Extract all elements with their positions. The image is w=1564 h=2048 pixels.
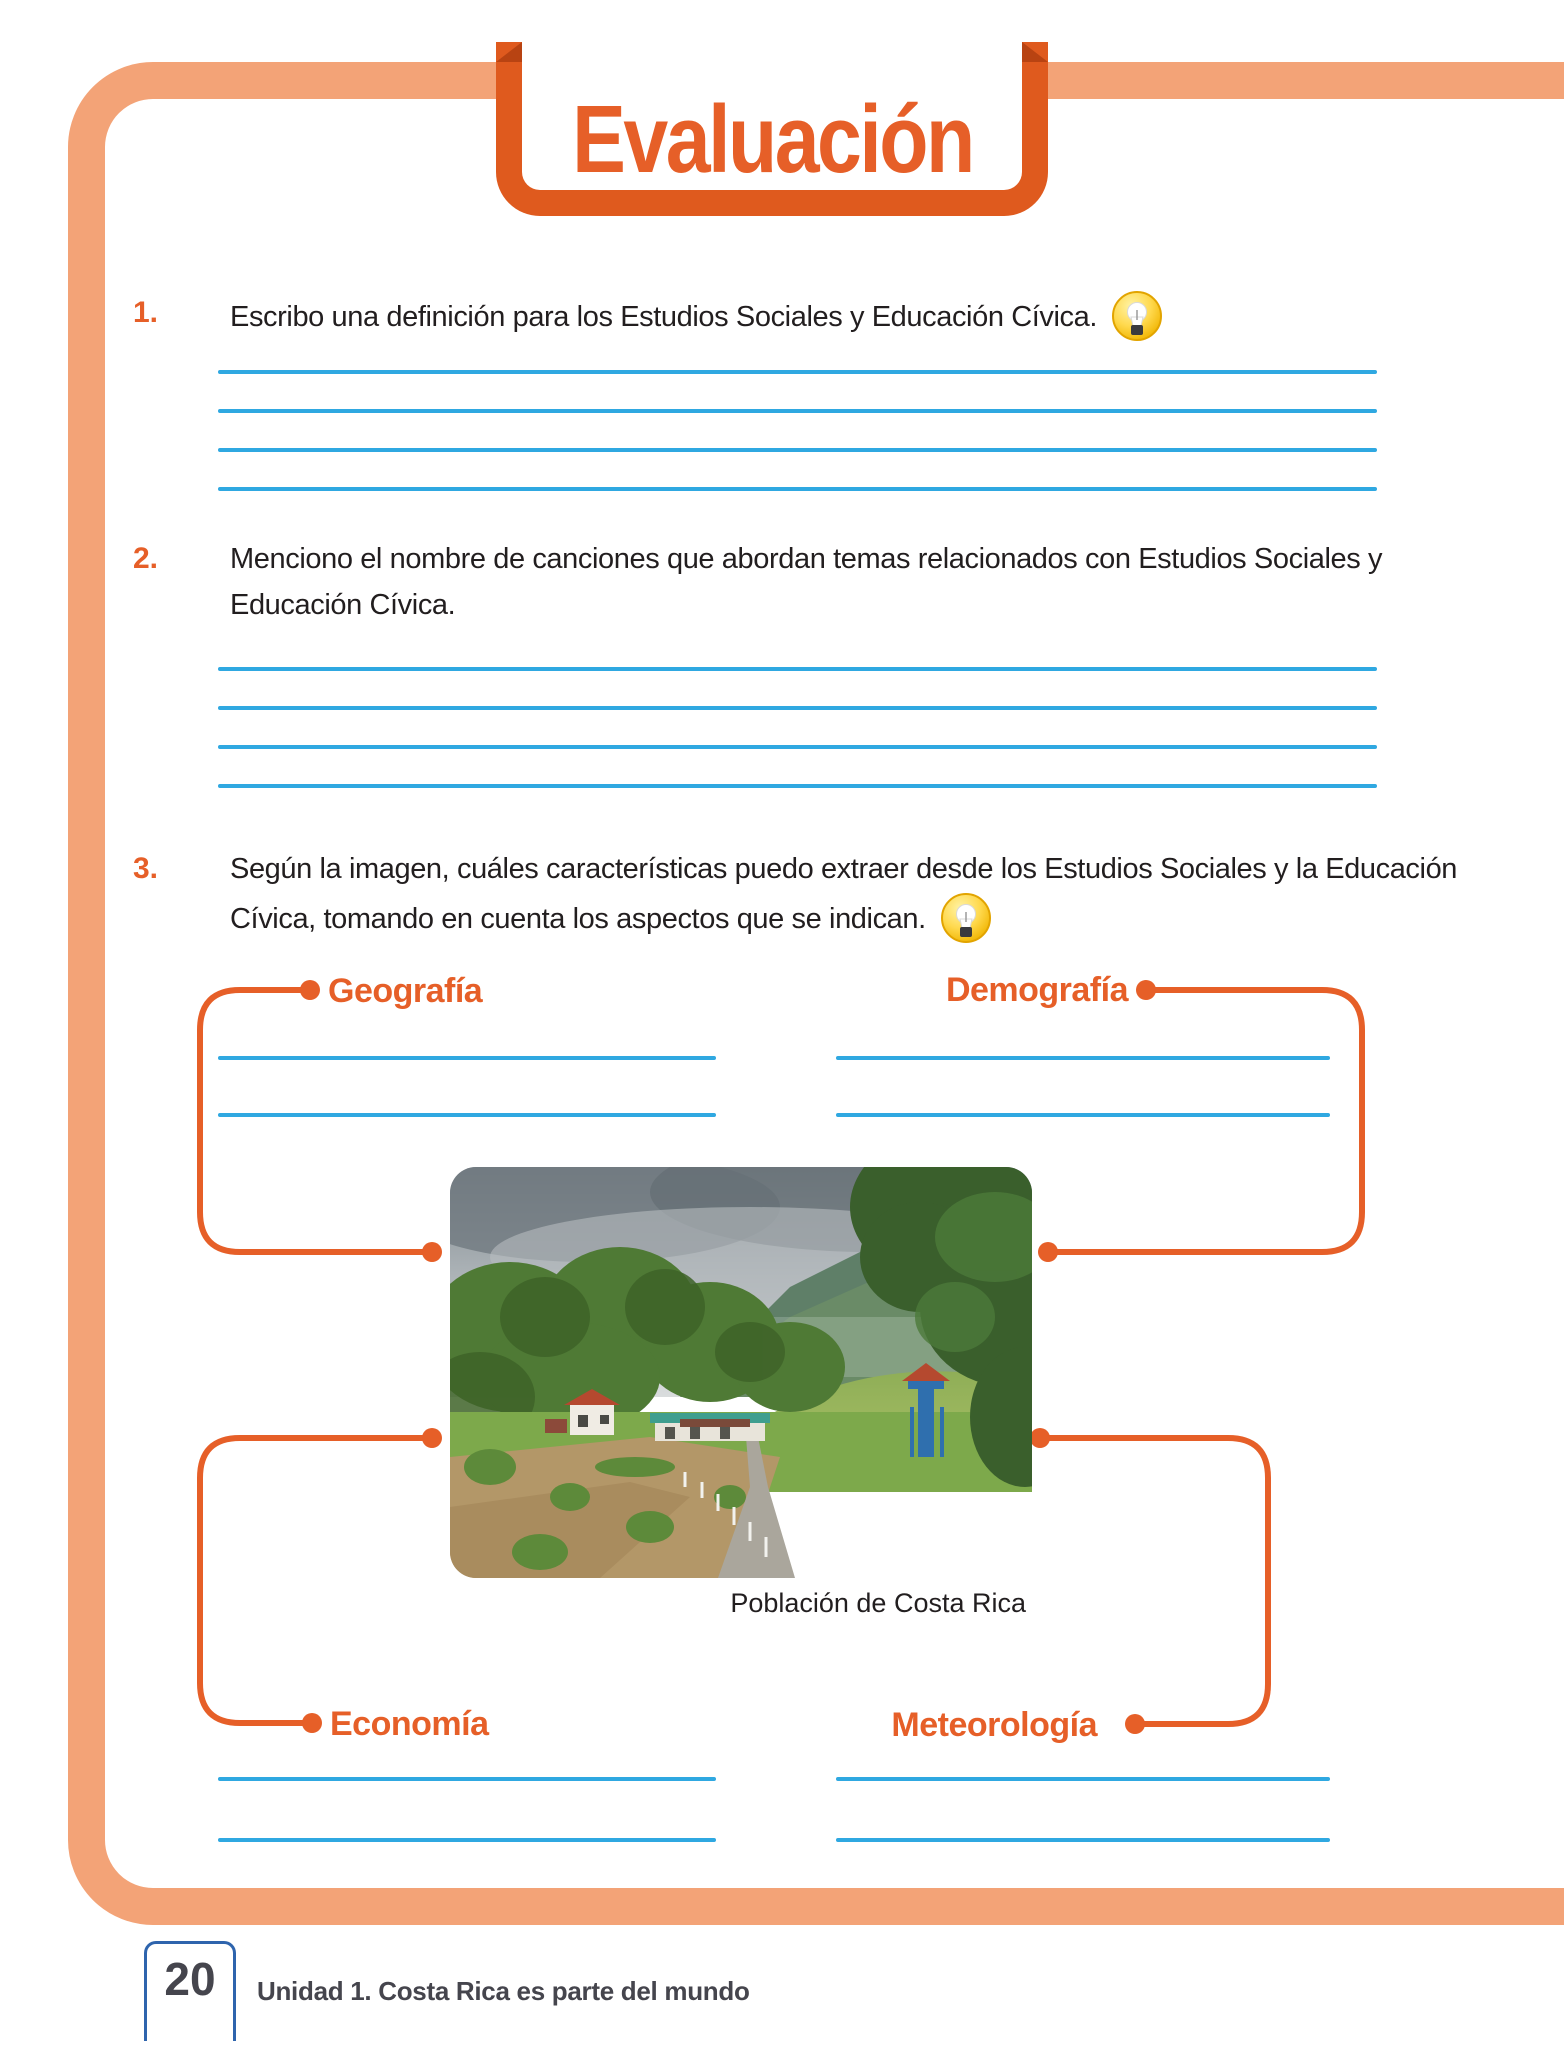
answer-line[interactable] — [836, 1113, 1330, 1117]
question-2-text — [230, 536, 1383, 628]
answer-line[interactable] — [218, 487, 1377, 491]
label-geografia: Geografía — [328, 972, 483, 1010]
answer-line[interactable] — [218, 745, 1377, 749]
costa-rica-photo — [450, 1167, 1032, 1578]
question-3-line1: Según la imagen, cuáles características puedo extraer desde los Estudios Sociales y la Educación — [230, 853, 1458, 885]
answer-line[interactable] — [836, 1056, 1330, 1060]
question-1-text — [230, 290, 1380, 342]
page-number-box — [144, 1941, 236, 2041]
answer-line[interactable] — [218, 1056, 716, 1060]
question-3-number: 3. — [133, 852, 159, 885]
question-3-text — [230, 846, 1458, 944]
answer-line[interactable] — [218, 370, 1377, 374]
question-2-line2: Educación Cívica. — [230, 589, 456, 621]
footer-unit-title: Unidad 1. Costa Rica es parte del mundo — [257, 1976, 750, 2006]
answer-line[interactable] — [218, 1777, 716, 1781]
lightbulb-icon — [1111, 290, 1163, 342]
answer-line[interactable] — [836, 1777, 1330, 1781]
answer-line[interactable] — [218, 784, 1377, 788]
label-demografia: Demografía — [945, 971, 1128, 1009]
question-3-line2-text: Cívica, tomando en cuenta los aspectos que se indican. — [230, 903, 926, 935]
answer-line[interactable] — [218, 1838, 716, 1842]
answer-line[interactable] — [836, 1838, 1330, 1842]
answer-line[interactable] — [218, 1113, 716, 1117]
label-meteorologia: Meteorología — [891, 1706, 1097, 1744]
question-1-line1: Escribo una definición para los Estudios Sociales y Educación Cívica. — [230, 301, 1098, 333]
question-1-number: 1. — [133, 296, 159, 329]
answer-line[interactable] — [218, 448, 1377, 452]
answer-line[interactable] — [218, 409, 1377, 413]
answer-line[interactable] — [218, 706, 1377, 710]
page-title: Evaluación — [571, 86, 973, 193]
photo-caption: Población de Costa Rica — [730, 1588, 1026, 1618]
label-economia: Economía — [330, 1705, 489, 1743]
question-3-line2 — [230, 892, 1380, 944]
question-2-number: 2. — [133, 542, 159, 575]
page-number: 20 — [164, 1953, 216, 2005]
lightbulb-icon — [940, 892, 992, 944]
question-2-line1: Menciono el nombre de canciones que abordan temas relacionados con Estudios Sociales y — [230, 543, 1383, 575]
title-tab — [496, 42, 1048, 216]
answer-line[interactable] — [218, 667, 1377, 671]
